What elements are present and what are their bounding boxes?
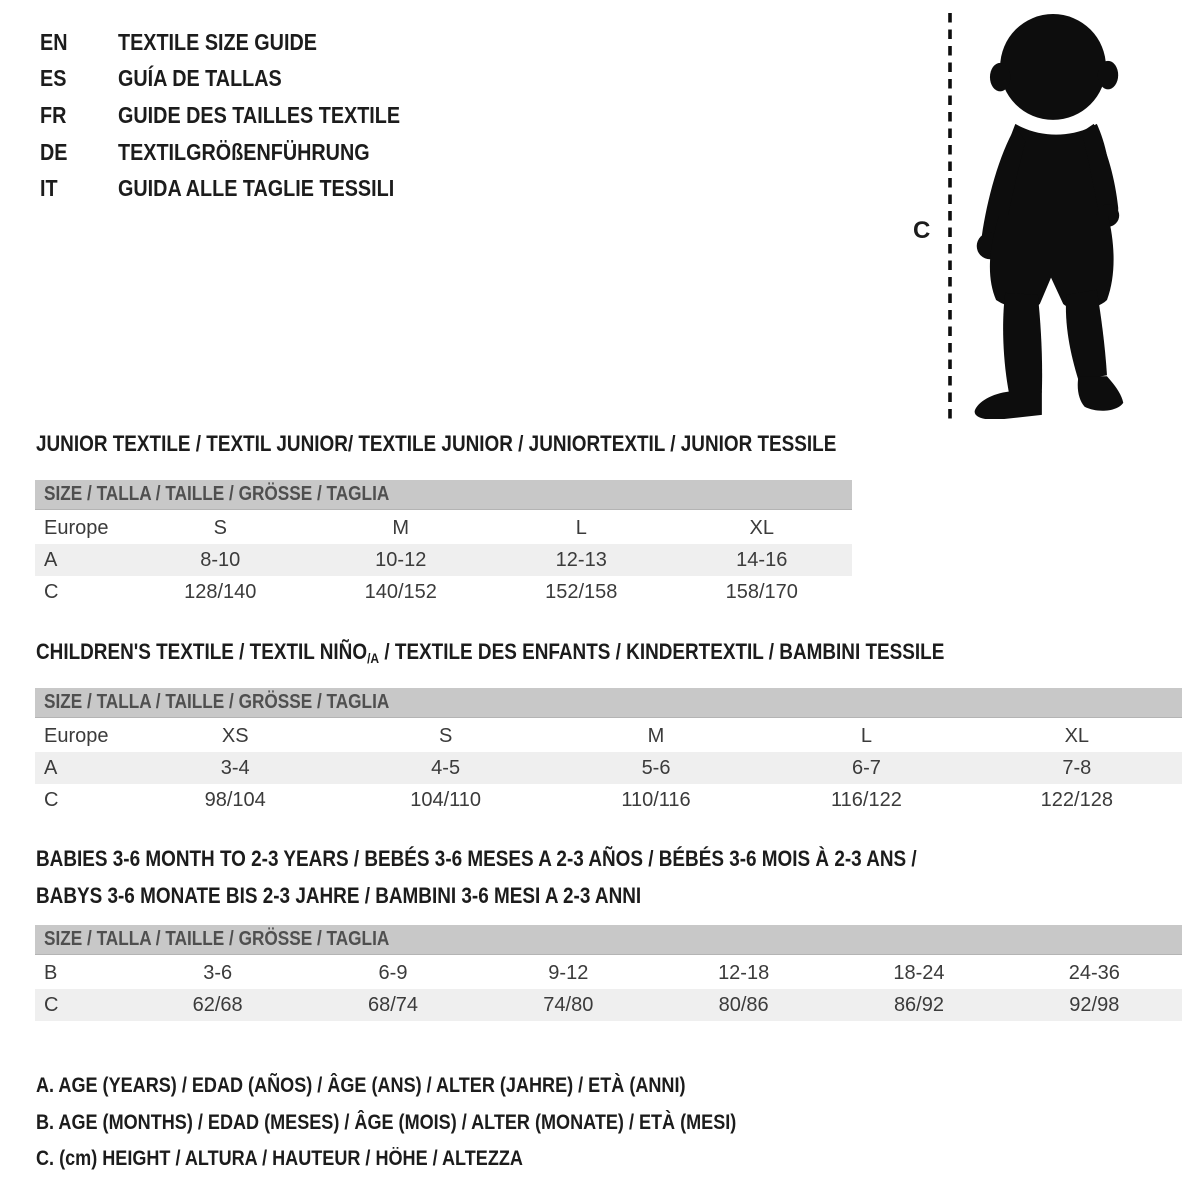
children-size-table: [35, 688, 1182, 816]
table-cell: 10-12: [375, 548, 427, 571]
row-label: Europe: [44, 724, 109, 747]
table-cell: 140/152: [364, 580, 437, 603]
junior-size-table: [35, 480, 852, 608]
language-title: GUIDA ALLE TAGLIE TESSILI: [118, 175, 395, 202]
row-label: C: [44, 580, 59, 603]
junior-section-title: JUNIOR TEXTILE / TEXTIL JUNIOR/ TEXTILE JUNIOR / JUNIORTEXTIL / JUNIOR TESSILE: [36, 431, 837, 456]
language-code: ES: [40, 65, 67, 92]
table-cell: 6-9: [378, 961, 408, 984]
table-cell: 92/98: [1069, 993, 1120, 1016]
table-cell: M: [647, 724, 665, 747]
table-cell: M: [392, 516, 410, 539]
table-cell: 8-10: [200, 548, 241, 571]
table-cell: 110/116: [621, 788, 691, 811]
table-cell: 74/80: [543, 993, 594, 1016]
language-title: GUIDE DES TAILLES TEXTILE: [118, 101, 401, 128]
legend-line-height-cm: C. (cm) HEIGHT / ALTURA / HAUTEUR / HÖHE / ALTEZZA: [36, 1147, 523, 1171]
table-cell: 3-4: [220, 756, 250, 779]
table-cell: 86/92: [893, 993, 944, 1016]
table-row: [35, 752, 1182, 784]
table-row: [35, 957, 1182, 989]
table-cell: 116/122: [831, 788, 902, 811]
table-cell: 158/170: [725, 580, 798, 603]
table-row: [35, 720, 1182, 752]
table-cell: 6-7: [851, 756, 881, 779]
table-cell: L: [860, 724, 872, 747]
row-label: A: [44, 548, 58, 571]
table-cell: 5-6: [641, 756, 671, 779]
table-cell: 3-6: [203, 961, 233, 984]
height-dashed-line-icon: [947, 13, 953, 419]
table-row: [35, 784, 1182, 816]
babies-size-table: [35, 925, 1182, 1021]
table-cell: 14-16: [736, 548, 788, 571]
language-title: GUÍA DE TALLAS: [118, 65, 282, 92]
table-cell: S: [438, 724, 453, 747]
table-cell: 12-18: [718, 961, 770, 984]
height-measure-label: C: [913, 217, 931, 244]
legend-line-age-months: B. AGE (MONTHS) / EDAD (MESES) / ÂGE (MOIS) / ALTER (MONATE) / ETÀ (MESI): [36, 1110, 737, 1134]
table-cell: XL: [749, 516, 774, 539]
size-header-bar: SIZE / TALLA / TAILLE / GRÖSSE / TAGLIA: [35, 480, 852, 510]
language-row-fr: [40, 97, 446, 134]
table-cell: 152/158: [545, 580, 618, 603]
row-label: Europe: [44, 516, 109, 539]
children-section-title: CHILDREN'S TEXTILE / TEXTIL NIÑO/A / TEXTILE DES ENFANTS / KINDERTEXTIL / BAMBINI TESSILE: [36, 639, 945, 666]
table-row: [35, 576, 852, 608]
language-title: TEXTILE SIZE GUIDE: [118, 28, 317, 55]
language-code: IT: [40, 175, 58, 202]
table-cell: XS: [221, 724, 249, 747]
size-header-bar: SIZE / TALLA / TAILLE / GRÖSSE / TAGLIA: [35, 688, 1182, 718]
table-cell: 9-12: [548, 961, 589, 984]
table-cell: 4-5: [431, 756, 461, 779]
table-cell: 24-36: [1068, 961, 1120, 984]
table-cell: 104/110: [410, 788, 482, 811]
table-row: [35, 544, 852, 576]
table-cell: 18-24: [893, 961, 945, 984]
table-cell: 68/74: [367, 993, 419, 1016]
language-code: DE: [40, 138, 68, 165]
table-cell: 12-13: [555, 548, 607, 571]
table-cell: L: [575, 516, 587, 539]
table-row: [35, 512, 852, 544]
size-header-bar: SIZE / TALLA / TAILLE / GRÖSSE / TAGLIA: [35, 925, 1182, 955]
babies-section-title: BABIES 3-6 MONTH TO 2-3 YEARS / BEBÉS 3-6 MESES A 2-3 AÑOS / BÉBÉS 3-6 MOIS À 2-3 ANS / BABYS 3-6 MONATE BIS 2-3 JAHRE / BAMBINI 3-6 MESI A 2-3 ANNI: [36, 846, 917, 908]
table-cell: XL: [1064, 724, 1090, 747]
table-cell: 122/128: [1040, 788, 1113, 811]
table-cell: 128/140: [184, 580, 257, 603]
table-cell: 62/68: [192, 993, 243, 1016]
language-code: EN: [40, 28, 68, 55]
table-cell: 98/104: [204, 788, 266, 811]
language-list: [40, 24, 446, 207]
table-cell: S: [213, 516, 227, 539]
language-row-en: [40, 24, 446, 61]
table-cell: 7-8: [1062, 756, 1092, 779]
row-label: C: [44, 788, 59, 811]
language-row-es: [40, 61, 446, 98]
table-cell: 80/86: [718, 993, 769, 1016]
legend: [36, 1068, 850, 1178]
language-title: TEXTILGRÖßENFÜHRUNG: [118, 138, 370, 165]
language-code: FR: [40, 101, 67, 128]
table-row: [35, 989, 1182, 1021]
legend-line-age-years: A. AGE (YEARS) / EDAD (AÑOS) / ÂGE (ANS) / ALTER (JAHRE) / ETÀ (ANNI): [36, 1074, 686, 1098]
row-label: B: [44, 961, 58, 984]
language-row-de: [40, 134, 446, 171]
row-label: A: [44, 756, 58, 779]
row-label: C: [44, 993, 59, 1016]
language-row-it: [40, 170, 446, 207]
toddler-silhouette-icon: [957, 12, 1143, 419]
